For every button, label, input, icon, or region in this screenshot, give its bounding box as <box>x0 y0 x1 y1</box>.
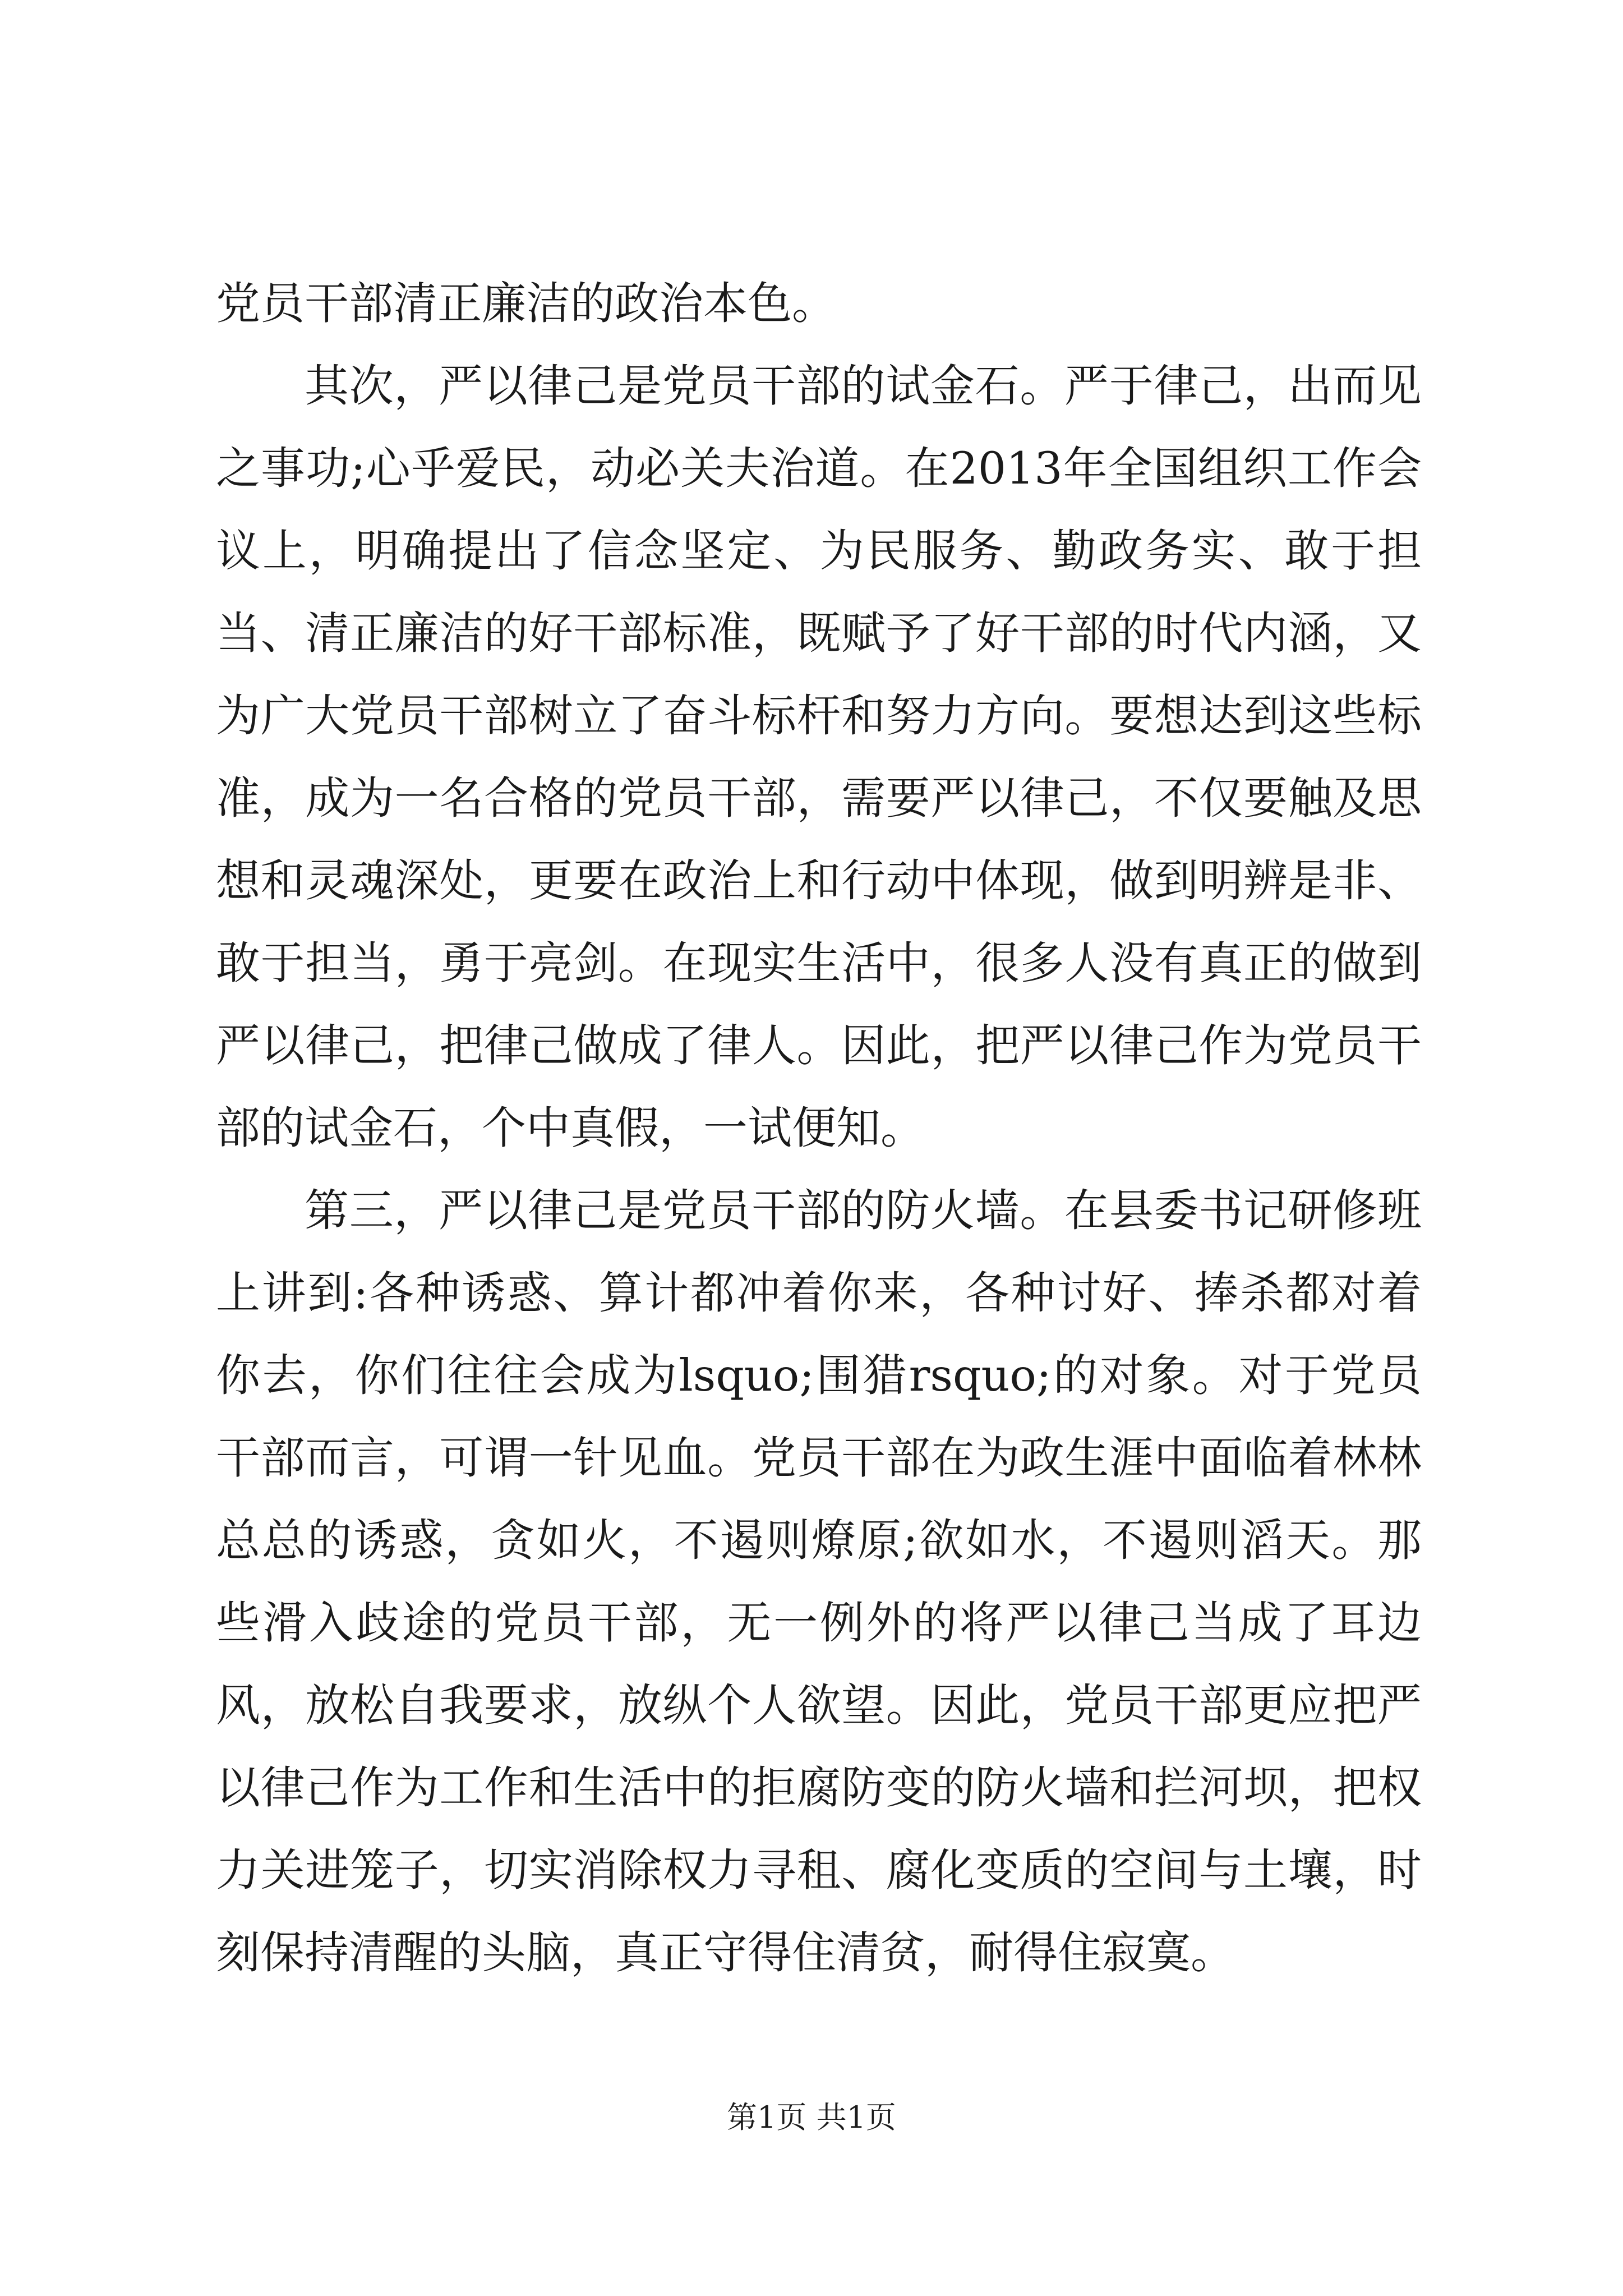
page-footer: 第1页 共1页 <box>727 2100 896 2135</box>
paragraph-second-point: 其次，严以律己是党员干部的试金石。严于律己，出而见之事功;心乎爱民，动必关夫治道。在2013年全国组织工作会议上，明确提出了信念坚定、为民服务、勤政务实、敢于担当、清正廉洁的好干部标准，既赋予了好干部的时代内涵，又为广大党员干部树立了奋斗标杆和努力方向。要想达到这些标准，成为一名合格的党员干部，需要严以律己，不仅要触及思想和灵魂深处，更要在政治上和行动中体现，做到明辨是非、敢于担当，勇于亮剑。在现实生活中，很多人没有真正的做到严以律己，把律己做成了律人。因此，把严以律己作为党员干部的试金石，个中真假，一试便知。 <box>216 360 1422 1154</box>
paragraph-continuation: 党员干部清正廉洁的政治本色。 <box>216 278 836 329</box>
document-body <box>216 263 1422 1994</box>
paragraph-third-point: 第三，严以律己是党员干部的防火墙。在县委书记研修班上讲到:各种诱惑、算计都冲着你来，各种讨好、捧杀都对着你去，你们往往会成为lsquo;围猎rsquo;的对象。对于党员干部而言，可谓一针见血。党员干部在为政生涯中面临着林林总总的诱惑，贪如火，不遏则燎原;欲如水，不遏则滔天。那些滑入歧途的党员干部，无一例外的将严以律己当成了耳边风，放松自我要求，放纵个人欲望。因此，党员干部更应把严以律己作为工作和生活中的拒腐防变的防火墙和拦河坝，把权力关进笼子，切实消除权力寻租、腐化变质的空间与土壤，时刻保持清醒的头脑，真正守得住清贫，耐得住寂寞。 <box>216 1185 1422 1978</box>
